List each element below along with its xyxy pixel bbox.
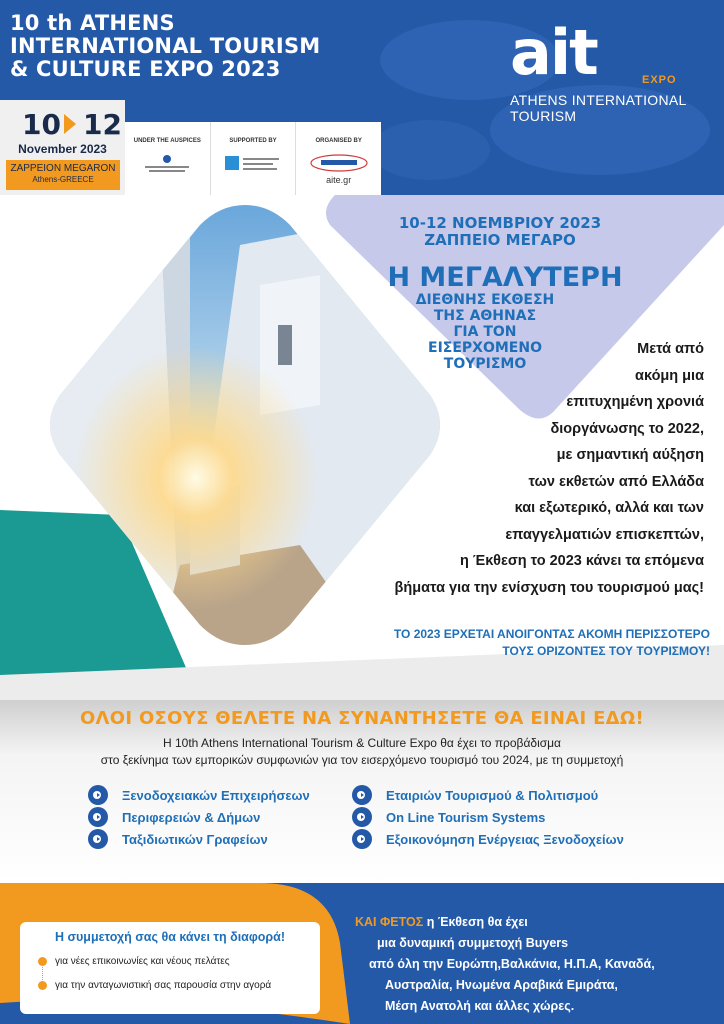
logo-expo: EXPO xyxy=(642,74,677,86)
ait-logo xyxy=(500,16,710,124)
intro-line: με σημαντική αύξηση xyxy=(556,447,704,463)
logo-subtitle: ATHENS INTERNATIONAL TOURISM xyxy=(510,92,687,124)
bullet-icon xyxy=(88,829,108,849)
title-line: & CULTURE EXPO 2023 xyxy=(10,57,281,81)
sponsor-ministry xyxy=(125,122,211,195)
event-date-greek xyxy=(340,215,660,249)
participants-list-right xyxy=(352,784,624,850)
subheading-line: ΤΟΥΡΙΣΜΟ xyxy=(443,356,527,372)
intro-line: των εκθετών από Ελλάδα xyxy=(528,473,704,490)
participants-text-line: Η 10th Athens International Tourism & Culture Expo θα έχει το προβάδισμα xyxy=(162,736,561,750)
intro-line: και εξωτερικό, αλλά και των xyxy=(514,500,704,516)
buyers-line: από όλη την Ευρώπη,Βαλκάνια, Η.Π.Α, Καναδά, xyxy=(369,957,655,971)
highlight-line: ΤΟΥΣ ΟΡΙΖΟΝΤΕΣ ΤΟΥ ΤΟΥΡΙΣΜΟΥ! xyxy=(502,644,710,658)
participation-item-label: για την ανταγωνιστική σας παρουσία στην αγορά xyxy=(55,980,272,991)
intro-line: Μετά από xyxy=(637,341,704,357)
list-item xyxy=(88,784,310,806)
sponsor-label: SUPPORTED BY xyxy=(229,138,277,144)
sponsor-label: ORGANISED BY xyxy=(315,138,362,144)
buyers-paragraph xyxy=(355,912,715,1017)
kai-fetos-label: ΚΑΙ ΦΕΤΟΣ xyxy=(355,915,424,929)
participation-card-title: Η συμμετοχή σας θα κάνει τη διαφορά! xyxy=(54,930,286,944)
sponsor-leadertech xyxy=(296,122,381,195)
date-month: November 2023 xyxy=(18,142,107,156)
sponsor-website: aite.gr xyxy=(326,175,352,185)
list-item xyxy=(352,784,624,806)
sponsor-label: UNDER THE AUSPICES xyxy=(133,138,201,144)
subheading-line: ΔΙΕΘΝΗΣ ΕΚΘΕΣΗ xyxy=(415,292,555,308)
list-item xyxy=(352,828,624,850)
list-item-label: Εταιριών Τουρισμού & Πολιτισμού xyxy=(386,787,599,803)
event-date-line: 10-12 ΝΟΕΜΒΡΙΟΥ 2023 xyxy=(398,214,602,232)
list-item xyxy=(88,806,310,828)
participants-text xyxy=(20,735,704,769)
subheading-line: ΕΙΣΕΡΧΟΜΕΝΟ xyxy=(428,340,542,356)
title-line: INTERNATIONAL TOURISM xyxy=(10,34,321,58)
ministry-logo-icon xyxy=(137,154,197,174)
intro-line: επιτυχημένη χρονιά xyxy=(566,394,704,410)
buyers-first-line: η Έκθεση θα έχει xyxy=(423,915,528,929)
list-item xyxy=(352,806,624,828)
list-item-label: Εξοικονόμηση Ενέργειας Ξενοδοχείων xyxy=(386,831,624,847)
intro-line: βήματα για την ενίσχυση του τουρισμού μας! xyxy=(394,579,704,596)
title-line: 10 th ATHENS xyxy=(10,11,175,35)
logo-wordmark: ait xyxy=(510,16,597,89)
event-venue-line: ΖΑΠΠΕΙΟ ΜΕΓΑΡΟ xyxy=(424,231,576,249)
date-end: 12 xyxy=(82,108,122,141)
participants-heading: ΟΛΟΙ ΟΣΟΥΣ ΘΕΛΕΤΕ ΝΑ ΣΥΝΑΝΤΗΣΕΤΕ ΘΑ ΕΙΝΑΙ ΕΔΩ! xyxy=(79,708,645,729)
participants-text-line: στο ξεκίνημα των εμπορικών συμφωνιών για τον εισερχόμενο τουρισμό του 2024, με τη συμμετοχή xyxy=(100,753,624,767)
intro-paragraph xyxy=(374,336,704,601)
bullet-icon xyxy=(88,785,108,805)
sponsor-strip xyxy=(125,122,381,195)
highlight-statement xyxy=(370,626,710,660)
intro-line: επαγγελματιών επισκεπτών, xyxy=(505,526,704,543)
list-item-label: Ταξιδιωτικών Γραφείων xyxy=(122,831,268,847)
participation-item xyxy=(38,956,230,967)
date-start: 10 xyxy=(22,108,61,141)
venue-city: Athens-GREECE xyxy=(32,175,94,184)
intro-line: η Έκθεση το 2023 κάνει τα επόμενα xyxy=(459,553,704,569)
participation-item-label: για νέες επικοινωνίες και νέους πελάτες xyxy=(55,956,230,967)
highlight-line: ΤΟ 2023 ΕΡΧΕΤΑΙ ΑΝΟΙΓΟΝΤΑΣ ΑΚΟΜΗ ΠΕΡΙΣΣΟΤΕΡΟ xyxy=(393,627,710,641)
date-arrow-icon xyxy=(64,114,76,134)
header xyxy=(0,0,724,195)
list-item-label: Περιφερειών & Δήμων xyxy=(122,809,261,825)
list-item-label: Ξενοδοχειακών Επιχειρήσεων xyxy=(122,787,310,803)
bullet-icon xyxy=(352,785,372,805)
orange-dot-icon xyxy=(38,957,47,966)
bullet-icon xyxy=(352,829,372,849)
intro-line: διοργάνωσης το 2022, xyxy=(550,420,704,437)
buyers-line: Αυστραλία, Ηνωμένα Αραβικά Εμιράτα, xyxy=(385,978,618,992)
participation-item xyxy=(38,980,271,991)
main-heading: Η ΜΕΓΑΛΥΤΕΡΗ xyxy=(387,262,623,293)
bullet-icon xyxy=(88,807,108,827)
subheading-line: ΓΙΑ ΤΟΝ xyxy=(453,324,517,340)
buyers-line: Μέση Ανατολή και άλλες χώρες. xyxy=(385,999,575,1013)
eot-logo-icon xyxy=(223,154,283,174)
venue-name: ZAPPEION MEGARON xyxy=(10,163,116,174)
sponsor-eot xyxy=(211,122,297,195)
subheading-line: ΤΗΣ ΑΘΗΝΑΣ xyxy=(433,308,537,324)
list-item xyxy=(88,828,310,850)
bullet-icon xyxy=(352,807,372,827)
buyers-line: μια δυναμική συμμετοχή Buyers xyxy=(377,936,569,950)
date-box xyxy=(0,100,125,195)
buyers-line xyxy=(355,912,715,933)
leadertech-logo-icon xyxy=(309,154,369,172)
expo-title xyxy=(10,12,320,81)
orange-dot-icon xyxy=(38,981,47,990)
venue-box xyxy=(6,160,120,190)
participants-list-left xyxy=(88,784,310,850)
intro-line: ακόμη μια xyxy=(635,367,704,384)
list-item-label: On Line Tourism Systems xyxy=(386,809,546,825)
